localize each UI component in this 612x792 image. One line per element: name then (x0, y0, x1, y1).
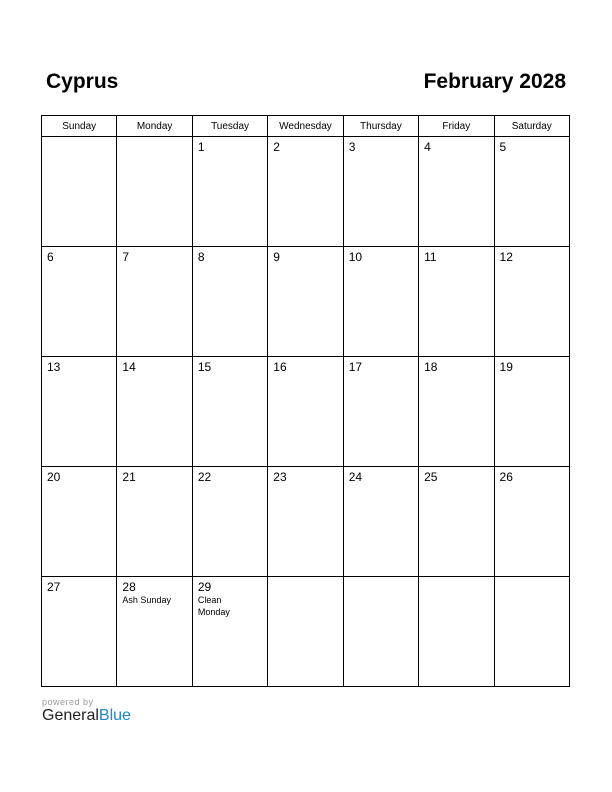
day-number: 14 (122, 360, 136, 374)
day-number: 10 (348, 250, 363, 264)
day-number (495, 577, 569, 580)
day-number: 7 (122, 250, 130, 264)
day-cell (343, 137, 418, 247)
day-cell (192, 577, 267, 687)
footer-brand (42, 697, 131, 725)
day-cell (192, 467, 267, 577)
day-cell (42, 357, 117, 467)
day-cell (343, 357, 418, 467)
day-cell (42, 247, 117, 357)
day-cell (268, 137, 343, 247)
holiday-label: Clean Monday (197, 595, 230, 617)
day-cell (42, 577, 117, 687)
day-number: 18 (424, 360, 438, 374)
day-number: 8 (197, 250, 205, 264)
weekday-header: Tuesday (192, 116, 267, 137)
day-cell (268, 577, 343, 687)
weekday-header: Wednesday (268, 116, 343, 137)
weekday-header: Sunday (42, 116, 117, 137)
day-cell (494, 577, 569, 687)
day-number: 23 (273, 470, 287, 484)
day-number (268, 577, 342, 580)
day-number (419, 577, 493, 580)
week-row (42, 137, 570, 247)
day-cell (192, 137, 267, 247)
day-number: 29 (197, 580, 212, 594)
day-cell (268, 357, 343, 467)
weekday-header: Friday (419, 116, 494, 137)
day-cell (343, 467, 418, 577)
day-cell (42, 137, 117, 247)
day-number: 2 (273, 140, 280, 154)
generalblue-logo (42, 707, 131, 725)
day-number: 28 (122, 580, 136, 594)
day-cell (494, 467, 569, 577)
day-number: 1 (197, 140, 205, 154)
day-cell (117, 577, 192, 687)
day-cell (494, 137, 569, 247)
weekday-header: Saturday (494, 116, 569, 137)
day-number: 21 (122, 470, 136, 484)
day-number: 27 (47, 580, 61, 594)
powered-by-label: powered by (42, 697, 94, 707)
day-cell (192, 247, 267, 357)
day-cell (117, 467, 192, 577)
day-number (344, 577, 418, 580)
day-cell (117, 137, 192, 247)
day-number: 6 (47, 250, 54, 264)
day-number: 4 (424, 140, 431, 154)
month-year-title: February 2028 (423, 70, 566, 93)
day-cell (268, 467, 343, 577)
day-number: 13 (47, 360, 61, 374)
country-title: Cyprus (46, 70, 119, 93)
day-number: 15 (197, 360, 212, 374)
day-number (42, 137, 116, 140)
day-number: 16 (273, 360, 287, 374)
week-row (42, 247, 570, 357)
day-number: 17 (348, 360, 363, 374)
day-cell (117, 247, 192, 357)
day-number (117, 137, 191, 140)
day-number: 25 (424, 470, 438, 484)
week-row (42, 577, 570, 687)
weekday-header: Thursday (343, 116, 418, 137)
day-number: 9 (273, 250, 280, 264)
day-cell (419, 247, 494, 357)
day-cell (419, 467, 494, 577)
calendar-grid (41, 115, 570, 687)
brand-blue-text: Blue (98, 707, 131, 724)
day-cell (343, 247, 418, 357)
day-cell (494, 357, 569, 467)
holiday-label: Ash Sunday (122, 595, 171, 605)
day-cell (419, 357, 494, 467)
day-cell (42, 467, 117, 577)
day-number: 12 (499, 250, 513, 264)
day-number: 26 (499, 470, 513, 484)
day-cell (192, 357, 267, 467)
day-cell (343, 577, 418, 687)
day-number: 3 (348, 140, 356, 154)
day-number: 11 (424, 250, 437, 264)
day-cell (494, 247, 569, 357)
day-cell (268, 247, 343, 357)
day-number: 19 (499, 360, 513, 374)
weekday-header: Monday (117, 116, 192, 137)
day-number: 5 (499, 140, 507, 154)
brand-general-text: General (42, 707, 99, 724)
weekday-header-row (42, 116, 570, 137)
day-number: 20 (47, 470, 61, 484)
day-number: 22 (197, 470, 212, 484)
week-row (42, 467, 570, 577)
day-cell (117, 357, 192, 467)
day-cell (419, 577, 494, 687)
week-row (42, 357, 570, 467)
day-cell (419, 137, 494, 247)
day-number: 24 (348, 470, 363, 484)
